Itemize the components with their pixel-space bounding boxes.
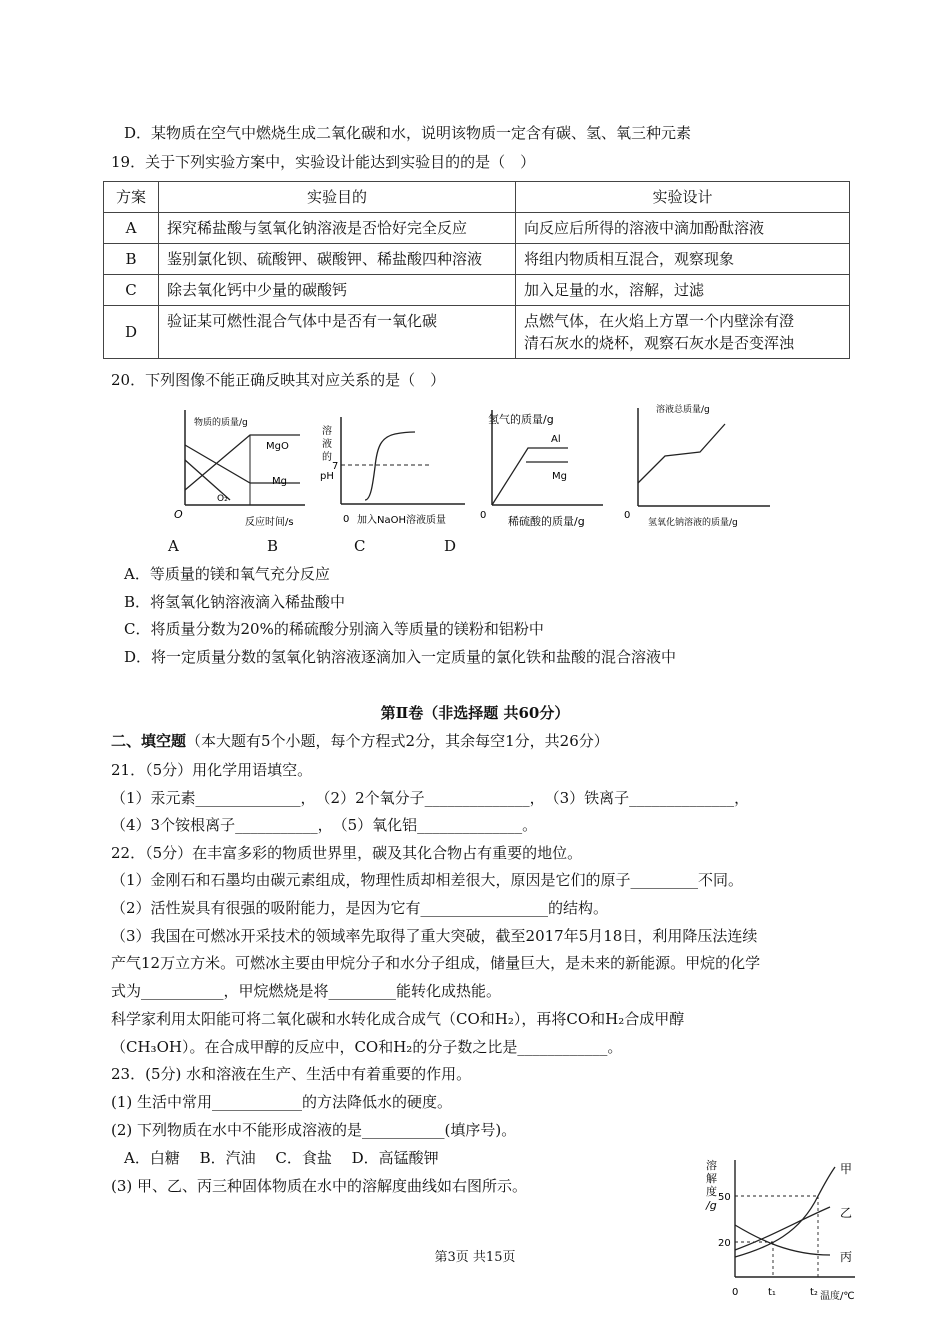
- chart-ylabel: 解: [706, 1172, 717, 1185]
- table-cell: 加入足量的水，溶解，过滤: [516, 275, 850, 306]
- table-cell-line: 清石灰水的烧杯，观察石灰水是否变浑浊: [524, 334, 795, 352]
- table-header: 实验设计: [516, 182, 850, 213]
- graph-c-origin: 0: [480, 510, 487, 521]
- graph-b-ylabel: pH: [320, 471, 334, 482]
- ph-curve: [365, 432, 415, 500]
- table-cell: [516, 306, 850, 359]
- table-cell: 验证某可燃性混合气体中是否有一氧化碳: [159, 306, 516, 359]
- table-header: 方案: [104, 182, 159, 213]
- q23-stem: 23．(5分) 水和溶液在生产、生活中有着重要的作用。: [111, 1065, 472, 1083]
- q22-p2: （2）活性炭具有很强的吸附能力，是因为它有_________________的结构。: [111, 899, 609, 917]
- table-row: [104, 275, 850, 306]
- chart-xlabel: 温度/℃: [820, 1291, 855, 1302]
- q22-p3-line3: 式为___________，甲烷燃烧是将_________能转化成热能。: [111, 982, 502, 1000]
- graph-b: [315, 412, 470, 530]
- curve-label-yi: 乙: [840, 1206, 853, 1220]
- q22-p3-line2: 产气12万立方米。可燃冰主要由甲烷分子和水分子组成，储量巨大，是未来的新能源。甲烷的化学: [111, 954, 761, 972]
- chart-ylabel: /g: [706, 1199, 717, 1212]
- q21-stem: 21．（5分）用化学用语填空。: [111, 761, 313, 779]
- section-head: 二、填空题: [111, 732, 187, 750]
- q22-p4-line2: （CH₃OH）。在合成甲醇的反应中，CO和H₂的分子数之比是____________。: [111, 1038, 623, 1056]
- graph-d: [620, 398, 775, 530]
- graph-a: [170, 405, 310, 527]
- graph-b-xlabel: 加入NaOH溶液质量: [357, 515, 446, 526]
- graph-b-ylabel: 液: [322, 439, 332, 450]
- curve-label-mg: Mg: [272, 476, 287, 487]
- table-cell: D: [104, 306, 159, 359]
- table-cell: A: [104, 213, 159, 244]
- graph-a-ylabel: 物质的质量/g: [194, 418, 248, 428]
- graph-d-ylabel: 溶液总质量/g: [656, 405, 710, 415]
- chart-t2: t₂: [810, 1287, 818, 1298]
- page-footer: 第3页 共15页: [434, 1250, 516, 1265]
- q20-option-a: A．等质量的镁和氧气充分反应: [124, 565, 330, 583]
- q19-table: [103, 181, 850, 359]
- graph-a-xlabel: 反应时间/s: [245, 517, 294, 527]
- graph-letter-a: A: [168, 537, 179, 555]
- solubility-chart: [700, 1155, 870, 1305]
- mass-curve: [638, 424, 725, 483]
- chart-t1: t₁: [768, 1287, 776, 1298]
- table-row: [104, 213, 850, 244]
- q23-p2: (2) 下列物质在水中不能形成溶液的是___________(填序号)。: [111, 1121, 517, 1139]
- q20-option-d: D．将一定质量分数的氢氧化钠溶液逐滴加入一定质量的氯化铁和盐酸的混合溶液中: [124, 648, 677, 666]
- curve-label-bing: 丙: [840, 1250, 853, 1264]
- q20-stem: 20．下列图像不能正确反映其对应关系的是（ ）: [111, 371, 446, 389]
- table-cell: B: [104, 244, 159, 275]
- table-cell: 除去氧化钙中少量的碳酸钙: [159, 275, 516, 306]
- curve-label-mgo: MgO: [266, 441, 289, 452]
- graph-b-ph7: 7: [332, 461, 339, 472]
- chart-tick-20: 20: [718, 1238, 731, 1249]
- curve-label-mg: Mg: [552, 471, 567, 482]
- chart-ylabel: 溶: [706, 1159, 717, 1172]
- table-cell: 向反应后所得的溶液中滴加酚酞溶液: [516, 213, 850, 244]
- table-row: [104, 306, 850, 359]
- curve-label-jia: 甲: [840, 1162, 853, 1176]
- q22-p3-line1: （3）我国在可燃冰开采技术的领域率先取得了重大突破，截至2017年5月18日，利用降压法连续: [111, 927, 758, 945]
- q20-option-b: B．将氢氧化钠溶液滴入稀盐酸中: [124, 593, 346, 611]
- graph-a-origin: O: [174, 508, 183, 521]
- curve-label-al: Al: [551, 434, 561, 445]
- graph-c-xlabel: 稀硫酸的质量/g: [508, 515, 585, 528]
- curve-label-o2: O₂: [217, 494, 228, 504]
- table-cell: 将组内物质相互混合，观察现象: [516, 244, 850, 275]
- q21-line2: （4）3个铵根离子___________， （5）氧化铝______________。: [111, 816, 538, 834]
- q23-p1: (1) 生活中常用____________的方法降低水的硬度。: [111, 1093, 453, 1111]
- table-cell-line: 点燃气体，在火焰上方罩一个内壁涂有澄: [524, 312, 795, 330]
- curve-yi: [735, 1207, 830, 1250]
- q18-option-d: D．某物质在空气中燃烧生成二氧化碳和水，说明该物质一定含有碳、氢、氧三种元素: [124, 124, 692, 142]
- table-header: 实验目的: [159, 182, 516, 213]
- chart-origin: 0: [732, 1287, 739, 1298]
- q22-p1: （1）金刚石和石墨均由碳元素组成，物理性质却相差很大，原因是它们的原子_________不同。: [111, 871, 744, 889]
- graph-b-origin: 0: [343, 514, 350, 525]
- graph-c-ylabel: 氢气的质量/g: [488, 413, 554, 426]
- graph-b-ylabel: 的: [322, 452, 332, 463]
- q19-stem: 19．关于下列实验方案中，实验设计能达到实验目的的是（ ）: [111, 153, 536, 171]
- section-heading: [111, 731, 609, 751]
- chart-tick-50: 50: [718, 1192, 731, 1203]
- chart-ylabel: 度: [706, 1185, 717, 1198]
- q23-p3: (3) 甲、乙、丙三种固体物质在水中的溶解度曲线如右图所示。: [111, 1177, 528, 1195]
- q21-line1: （1）汞元素______________， （2）2个氧分子______________， （3）铁离子______________，: [111, 789, 750, 807]
- q22-stem: 22．（5分）在丰富多彩的物质世界里，碳及其化合物占有重要的地位。: [111, 844, 583, 862]
- table-cell: C: [104, 275, 159, 306]
- q22-p4-line1: 科学家利用太阳能可将二氧化碳和水转化成合成气（CO和H₂），再将CO和H₂合成甲醇: [111, 1010, 685, 1028]
- q20-option-c: C．将质量分数为20%的稀硫酸分别滴入等质量的镁粉和铝粉中: [124, 620, 544, 638]
- graph-letter-d: D: [444, 537, 457, 555]
- graph-d-origin: 0: [624, 510, 631, 521]
- section-desc: （本大题有5个小题，每个方程式2分，其余每空1分，共26分）: [186, 732, 609, 750]
- graph-letter-c: C: [354, 537, 366, 555]
- q23-options: A．白糖 B．汽油 C．食盐 D．高锰酸钾: [124, 1149, 439, 1167]
- table-header-row: [104, 182, 850, 213]
- graph-d-xlabel: 氢氧化钠溶液的质量/g: [648, 518, 738, 528]
- graph-b-ylabel: 溶: [322, 426, 332, 437]
- graph-c: [478, 405, 608, 530]
- part2-title: 第Ⅱ卷（非选择题 共60分）: [380, 704, 570, 722]
- graph-letter-b: B: [267, 537, 279, 555]
- table-row: [104, 244, 850, 275]
- table-cell: 鉴别氯化钡、硫酸钾、碳酸钾、稀盐酸四种溶液: [159, 244, 516, 275]
- table-cell: 探究稀盐酸与氢氧化钠溶液是否恰好完全反应: [159, 213, 516, 244]
